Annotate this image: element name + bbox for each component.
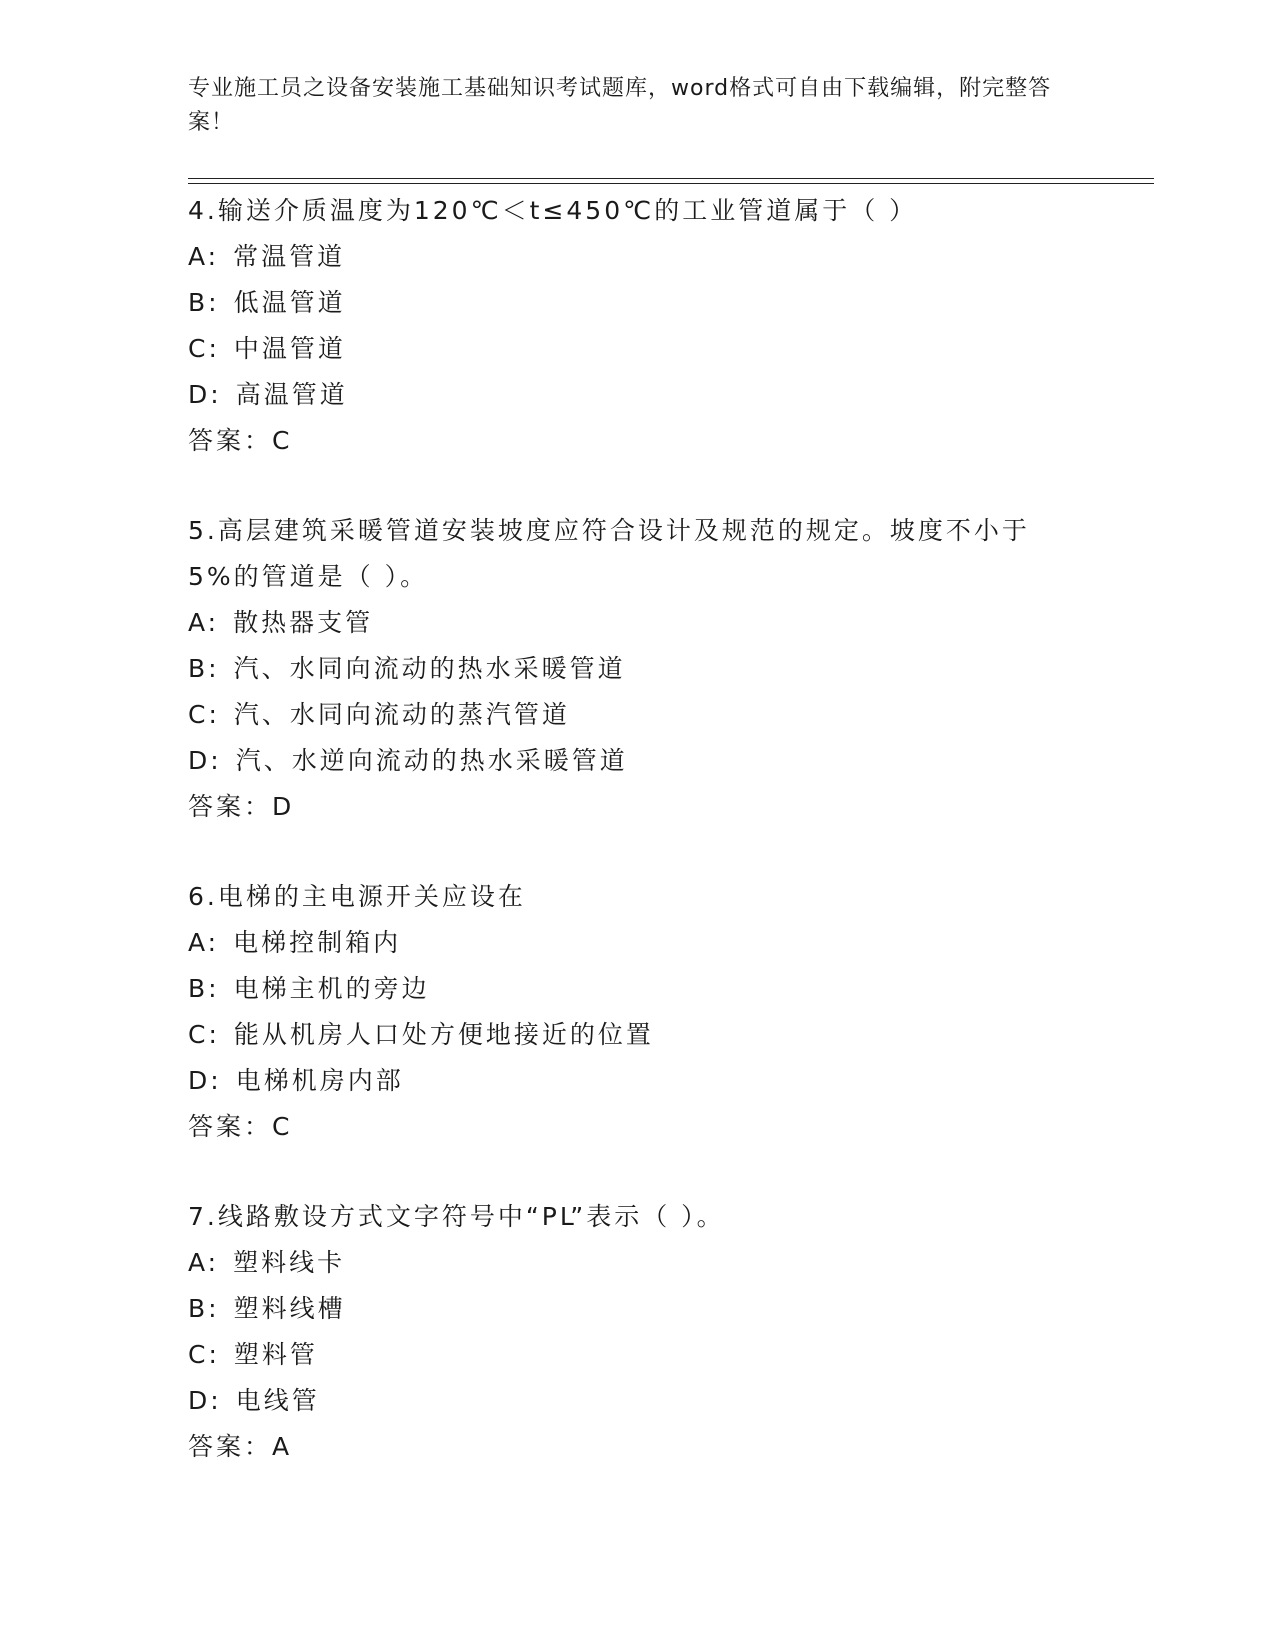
document-header [188, 72, 1068, 140]
option-c [188, 692, 1088, 738]
option-b [188, 966, 1088, 1012]
option-letter: B: [188, 974, 220, 1003]
answer-line [188, 1424, 1088, 1470]
question-item [188, 874, 1088, 1150]
option-letter: C: [188, 1340, 220, 1369]
option-c [188, 326, 1088, 372]
option-d [188, 1058, 1088, 1104]
header-text: 专业施工员之设备安装施工基础知识考试题库，word格式可自由下载编辑，附完整答案！ [188, 76, 1052, 135]
question-number: 6. [188, 882, 218, 911]
option-b [188, 1286, 1088, 1332]
option-letter: A: [188, 608, 220, 637]
option-letter: C: [188, 1020, 220, 1049]
question-text: 高层建筑采暖管道安装坡度应符合设计及规范的规定。坡度不小于5%的管道是（ ）。 [188, 516, 1030, 591]
answer-line [188, 784, 1088, 830]
question-text: 输送介质温度为120℃＜t≤450℃的工业管道属于（ ） [217, 196, 918, 225]
option-letter: A: [188, 242, 220, 271]
option-c [188, 1332, 1088, 1378]
question-number: 5. [188, 516, 218, 545]
question-item [188, 508, 1088, 830]
option-text: 低温管道 [233, 288, 346, 317]
option-text: 高温管道 [235, 380, 348, 409]
question-item [188, 1194, 1088, 1470]
option-text: 电梯机房内部 [235, 1066, 404, 1095]
option-text: 电梯控制箱内 [233, 928, 402, 957]
answer-value: A [272, 1432, 293, 1461]
question-stem [188, 508, 1038, 600]
option-text: 能从机房人口处方便地接近的位置 [233, 1020, 654, 1049]
option-letter: A: [188, 928, 220, 957]
option-a [188, 920, 1088, 966]
question-stem [188, 1194, 1088, 1240]
option-letter: C: [188, 334, 220, 363]
option-d [188, 372, 1088, 418]
option-d [188, 1378, 1088, 1424]
answer-line [188, 418, 1088, 464]
header-divider-top [188, 178, 1154, 179]
header-divider-bottom [188, 183, 1154, 184]
option-letter: D: [188, 1386, 222, 1415]
option-letter: B: [188, 288, 220, 317]
option-text: 塑料线卡 [233, 1248, 346, 1277]
option-letter: A: [188, 1248, 220, 1277]
option-letter: B: [188, 1294, 220, 1323]
question-text: 线路敷设方式文字符号中“PL”表示（ ）。 [217, 1202, 725, 1231]
option-text: 汽、水逆向流动的热水采暖管道 [235, 746, 628, 775]
option-text: 常温管道 [233, 242, 346, 271]
option-a [188, 234, 1088, 280]
option-text: 散热器支管 [233, 608, 374, 637]
option-b [188, 646, 1088, 692]
option-letter: D: [188, 746, 222, 775]
answer-value: C [272, 1112, 293, 1141]
answer-value: C [272, 426, 293, 455]
answer-label: 答案： [188, 426, 273, 455]
option-text: 汽、水同向流动的热水采暖管道 [233, 654, 626, 683]
answer-label: 答案： [188, 1112, 273, 1141]
option-text: 塑料线槽 [233, 1294, 346, 1323]
option-text: 电梯主机的旁边 [233, 974, 430, 1003]
option-letter: D: [188, 1066, 222, 1095]
question-number: 4. [188, 196, 218, 225]
option-letter: C: [188, 700, 220, 729]
option-letter: B: [188, 654, 220, 683]
option-a [188, 600, 1088, 646]
answer-label: 答案： [188, 792, 273, 821]
question-item [188, 188, 1088, 464]
question-text: 电梯的主电源开关应设在 [217, 882, 526, 911]
question-number: 7. [188, 1202, 218, 1231]
question-stem [188, 874, 1088, 920]
option-text: 汽、水同向流动的蒸汽管道 [233, 700, 570, 729]
answer-line [188, 1104, 1088, 1150]
option-d [188, 738, 1088, 784]
option-text: 中温管道 [233, 334, 346, 363]
option-letter: D: [188, 380, 222, 409]
option-a [188, 1240, 1088, 1286]
question-list [188, 188, 1088, 1514]
option-c [188, 1012, 1088, 1058]
question-stem [188, 188, 1088, 234]
option-text: 电线管 [235, 1386, 320, 1415]
answer-value: D [272, 792, 295, 821]
option-b [188, 280, 1088, 326]
option-text: 塑料管 [233, 1340, 318, 1369]
answer-label: 答案： [188, 1432, 273, 1461]
